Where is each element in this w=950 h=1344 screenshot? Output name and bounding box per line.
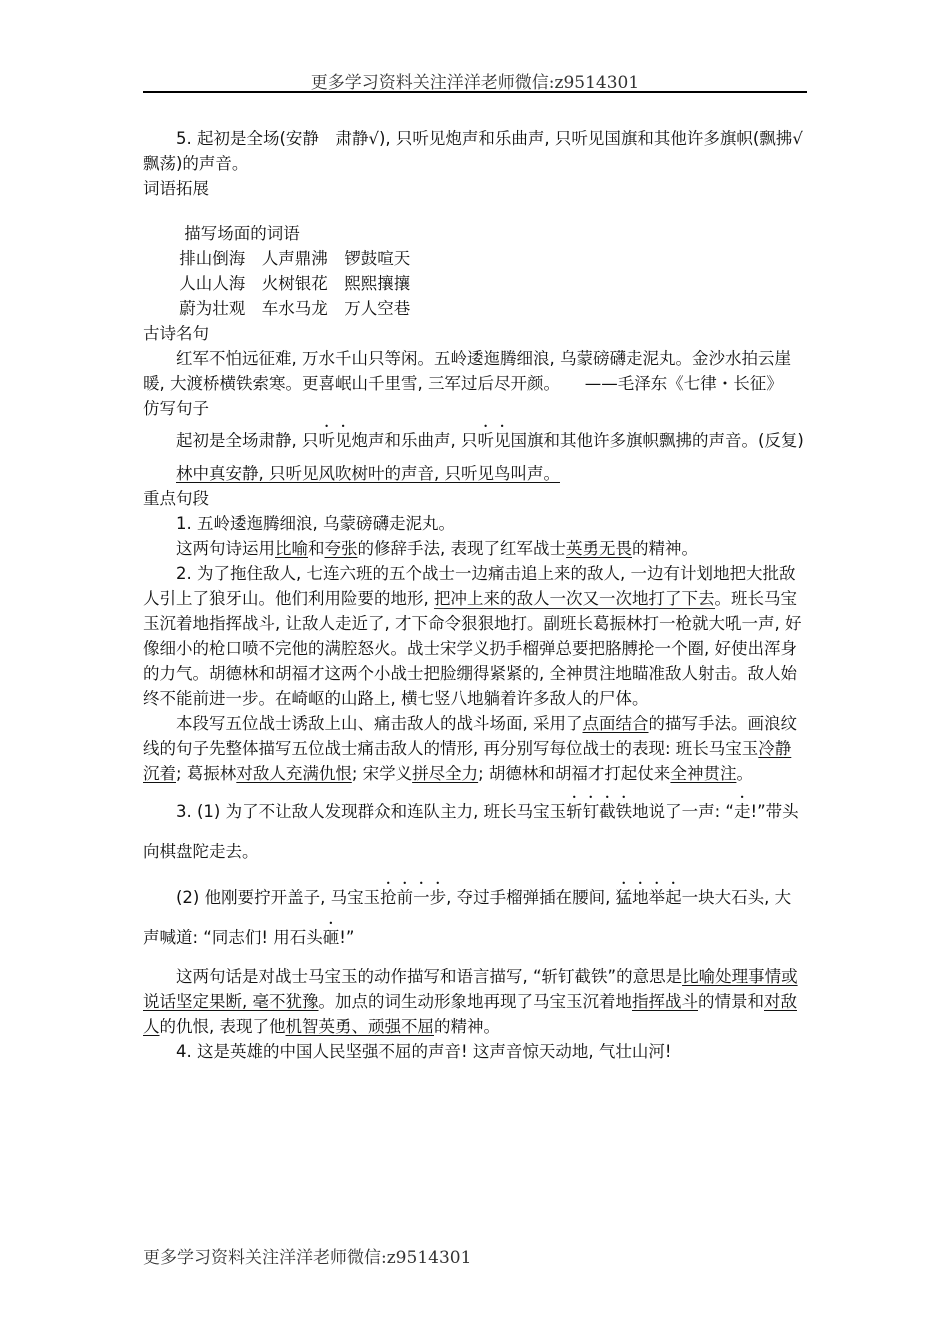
section-title-poem: 古诗名句 [143,324,209,343]
text: (2) 他刚要拧开盖子, 马宝玉 [176,888,381,907]
dotted-word: 抢前一步 [380,888,447,907]
dotted-word: 斩钉截铁 [566,802,633,821]
vocab-row: 蔚为壮观 车水马龙 万人空巷 [179,299,411,318]
vocab-subtitle: 描写场面的词语 [184,224,300,243]
text: !” [339,928,355,947]
underlined-answer: 对敌人 [143,992,797,1036]
imitate-example [143,421,807,461]
dotted-word: 猛地举起 [615,888,682,907]
vocab-row: 人山人海 火树银花 熙熙攘攘 [179,274,411,293]
text: 2. 为了拖住敌人, 七连六班的五个战士一边痛击追上来的敌人, 一边有计划地把大批敌人引上了狼牙山。他们利用险要的地形, [143,564,796,608]
key-2-passage [143,561,807,711]
text: 的情景和 [698,992,764,1011]
underlined-answer: 全神贯注 [670,764,737,783]
vocab-row: 排山倒海 人声鼎沸 锣鼓喧天 [179,249,411,268]
item-5 [143,126,820,176]
underlined-answer: 对敌人充满仇恨 [236,764,352,783]
underlined-answer: 机智英勇、顽强不屈 [285,1017,434,1036]
section-title-vocab: 词语拓展 [143,179,209,198]
text: 一块大石头, 大声喊道: “同志们! 用石头 [143,888,792,947]
text: 3. (1) 为了不让敌人发现群众和连队主力, 班长马宝玉 [176,802,567,821]
underlined-answer: 夸张 [324,539,358,558]
header-rule [143,91,807,93]
text: 和 [308,539,325,558]
text: 的描写手法。画浪纹线的句子先整体描写五位战士痛击敌人的情形, 再分别写每位战士的表现: 班长马宝玉 [143,714,797,758]
document-body [143,126,820,1064]
poem-text: 红军不怕远征难, 万水千山只等闲。五岭逶迤腾细浪, 乌蒙磅礴走泥丸。金沙水拍云崖暖, 大渡桥横铁索寒。更喜岷山千里雪, 三军过后尽开颜。 ——毛泽东《七律・长征》 [143,349,791,393]
underlined-answer: 冷静沉着 [143,739,792,783]
wave-underlined-sentence: 把冲上来的敌人一次又一次地打了下去 [434,589,715,608]
underlined-answer: 林中真安静, 只听见风吹树叶的声音, 只听见鸟叫声。 [176,464,560,483]
text: , 夺过手榴弹插在腰间, [446,888,616,907]
imitate-text: 国旗和其他许多旗帜飘拂的声音。(反复) [510,431,804,450]
dotted-word: 听见 [477,431,511,450]
imitate-text: 起初是全场肃静, 只 [176,431,319,450]
underlined-answer: 比喻处理事情或说话坚定果断, 毫不犹豫 [143,967,798,1011]
item-5-text-a: 5. 起初是全场(安静 肃静 [176,129,369,148]
text: 。 [736,764,753,783]
text: ; 胡德林和胡福才打起仗来 [478,764,671,783]
text: 。加点的词生动形象地再现了马宝玉沉着地 [318,992,632,1011]
text: 的精神。 [632,539,698,558]
underlined-answer: 点面结合 [582,714,649,733]
underlined-answer: 拼尽全力 [412,764,479,783]
imitate-text: 炮声和乐曲声, 只 [351,431,478,450]
underlined-answer: 英勇无畏 [566,539,632,558]
key-1-analysis [143,536,807,561]
text: 。班长马宝玉沉着地指挥战斗, 让敌人走近了, 才下命令狠狠地打。副班长葛振林打一枪就大吼一声, 好像细小的枪口喷不完他的满腔怒火。战士宋学义扔手榴弹总要把胳膊抡一个圈, 好使出浑身的力气。胡德林和胡福才这两个小战士把脸绷得紧紧的, 全神贯注地瞄准敌人射击。敌人始终不能前进一步。在崎岖的山路上, 横七竖八地躺着许多敌人的尸体。 [143,589,802,708]
section-title-imitate: 仿写句子 [143,399,209,418]
item-5-text-c: 飘荡)的声音。 [143,129,820,173]
check-mark: √ [368,129,379,148]
text: 这两句话是对战士马宝玉的动作描写和语言描写, “斩钉截铁”的意思是 [176,967,683,986]
text: 的精神。 [434,1017,500,1036]
text: !”带头向棋盘陀走去。 [143,802,799,861]
key-2-analysis [143,711,807,786]
page-header: 更多学习资料关注洋洋老师微信:z9514301 [310,73,640,93]
text: 本段写五位战士诱敌上山、痛击敌人的战斗场面, 采用了 [176,714,583,733]
text: 这两句诗运用 [176,539,275,558]
underlined-answer: 指挥战斗 [632,992,698,1011]
underlined-answer: 比喻 [275,539,308,558]
text: 地说了一声: “ [632,802,734,821]
key-1-title: 1. 五岭逶迤腾细浪, 乌蒙磅礴走泥丸。 [176,514,455,533]
section-title-key: 重点句段 [143,489,209,508]
key-4: 4. 这是英雄的中国人民坚强不屈的声音! 这声音惊天动地, 气壮山河! [176,1042,672,1061]
text: ; 葛振林 [176,764,237,783]
text: 的修辞手法, 表现了红军战士 [357,539,566,558]
key-3-sentence-1 [143,792,807,872]
page-footer: 更多学习资料关注洋洋老师微信:z9514301 [143,1248,472,1268]
dotted-word: 听见 [318,431,352,450]
item-5-text-b: ), 只听见炮声和乐曲声, 只听见国旗和其他许多旗帜(飘拂 [378,129,793,148]
dotted-word: 走 [733,802,751,821]
check-mark: √ [792,129,803,148]
imitate-answer [143,461,807,486]
text: 的仇恨, 表现了他 [159,1017,286,1036]
text: ; 宋学义 [351,764,413,783]
dotted-word: 砸 [322,928,340,947]
key-3-sentence-2 [143,878,807,958]
key-3-analysis [143,964,807,1039]
